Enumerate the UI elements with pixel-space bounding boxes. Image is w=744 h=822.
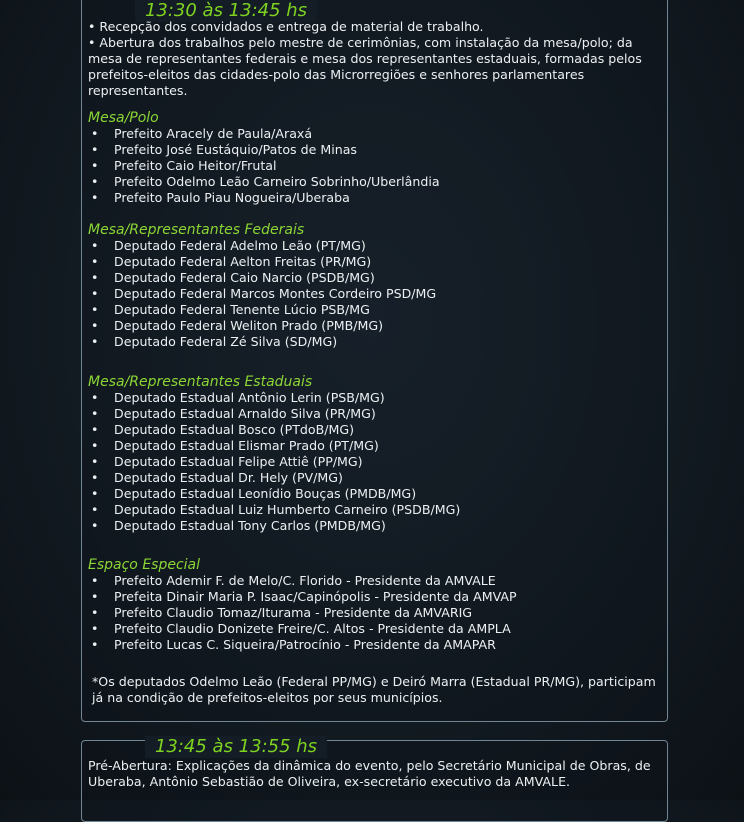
section-espaco-especial — [88, 557, 664, 653]
list-item: • Deputado Federal Adelmo Leão (PT/MG) — [91, 238, 366, 253]
list-item: • Deputado Federal Aelton Freitas (PR/MG) — [91, 254, 372, 269]
list-item: • Deputado Estadual Luiz Humberto Carneiro (PSDB/MG) — [91, 502, 461, 517]
intro-opening: • Abertura dos trabalhos pelo mestre de cerimônias, com instalação da mesa/polo; da mesa de representantes federais e mesa dos representantes estaduais, formadas pelos prefeitos-eleitos das cidades-polo das Microrregiões e senhores parlamentares representantes. — [88, 35, 642, 98]
intro-reception: • Recepção dos convidados e entrega de material de trabalho. — [88, 19, 484, 34]
list-item: • Deputado Federal Weliton Prado (PMB/MG) — [91, 318, 384, 333]
list-item: • Prefeito Lucas C. Siqueira/Patrocínio - Presidente da AMAPAR — [91, 637, 496, 652]
section-title: Mesa/Representantes Federais — [88, 222, 305, 238]
intro-block — [88, 19, 664, 99]
time-heading-1345: 13:45 às 13:55 hs — [145, 736, 327, 758]
list-item: • Deputado Estadual Antônio Lerin (PSB/MG) — [91, 390, 385, 405]
list-item: • Deputado Federal Zé Silva (SD/MG) — [91, 334, 338, 349]
section-representantes-federais — [88, 222, 664, 350]
time-heading-1330: 13:30 às 13:45 hs — [135, 0, 317, 22]
list-item: • Prefeito Claudio Donizete Freire/C. Altos - Presidente da AMPLA — [91, 621, 511, 636]
section-title: Espaço Especial — [88, 557, 201, 573]
list-item: • Deputado Estadual Arnaldo Silva (PR/MG) — [91, 406, 376, 421]
list-item: • Prefeito Claudio Tomaz/Iturama - Presidente da AMVARIG — [91, 605, 473, 620]
list-item: • Prefeito Paulo Piau Nogueira/Uberaba — [91, 190, 350, 205]
list-item: • Deputado Federal Caio Narcio (PSDB/MG) — [91, 270, 375, 285]
list-item: • Deputado Estadual Leonídio Bouças (PMDB/MG) — [91, 486, 417, 501]
list-item: • Prefeito Caio Heitor/Frutal — [91, 158, 277, 173]
list-item: • Prefeita Dinair Maria P. Isaac/Capinópolis - Presidente da AMVAP — [91, 589, 517, 604]
list-item: • Deputado Federal Tenente Lúcio PSB/MG — [91, 302, 370, 317]
list-item: • Deputado Estadual Tony Carlos (PMDB/MG) — [91, 518, 386, 533]
list-item: • Deputado Estadual Dr. Hely (PV/MG) — [91, 470, 343, 485]
section-representantes-estaduais — [88, 374, 664, 534]
list-item: • Deputado Estadual Felipe Attiê (PP/MG) — [91, 454, 363, 469]
footnote: *Os deputados Odelmo Leão (Federal PP/MG) e Deiró Marra (Estadual PR/MG), participam já na condição de prefeitos-eleitos por seus municípios. — [92, 674, 656, 705]
pre-abertura-text: Pré-Abertura: Explicações da dinâmica do evento, pelo Secretário Municipal de Obras, de Uberaba, Antônio Sebastião de Oliveira, ex-secretário executivo da AMVALE. — [88, 758, 651, 789]
section-title: Mesa/Representantes Estaduais — [88, 374, 313, 390]
list-item: • Deputado Estadual Elismar Prado (PT/MG) — [91, 438, 379, 453]
list-item: • Deputado Estadual Bosco (PTdoB/MG) — [91, 422, 355, 437]
list-item: • Prefeito Aracely de Paula/Araxá — [91, 126, 313, 141]
section-mesa-polo — [88, 110, 664, 206]
list-item: • Prefeito José Eustáquio/Patos de Minas — [91, 142, 357, 157]
list-item: • Prefeito Ademir F. de Melo/C. Florido - Presidente da AMVALE — [91, 573, 496, 588]
list-item: • Deputado Federal Marcos Montes Cordeiro PSD/MG — [91, 286, 437, 301]
list-item: • Prefeito Odelmo Leão Carneiro Sobrinho/Uberlândia — [91, 174, 440, 189]
section-title: Mesa/Polo — [88, 110, 159, 126]
